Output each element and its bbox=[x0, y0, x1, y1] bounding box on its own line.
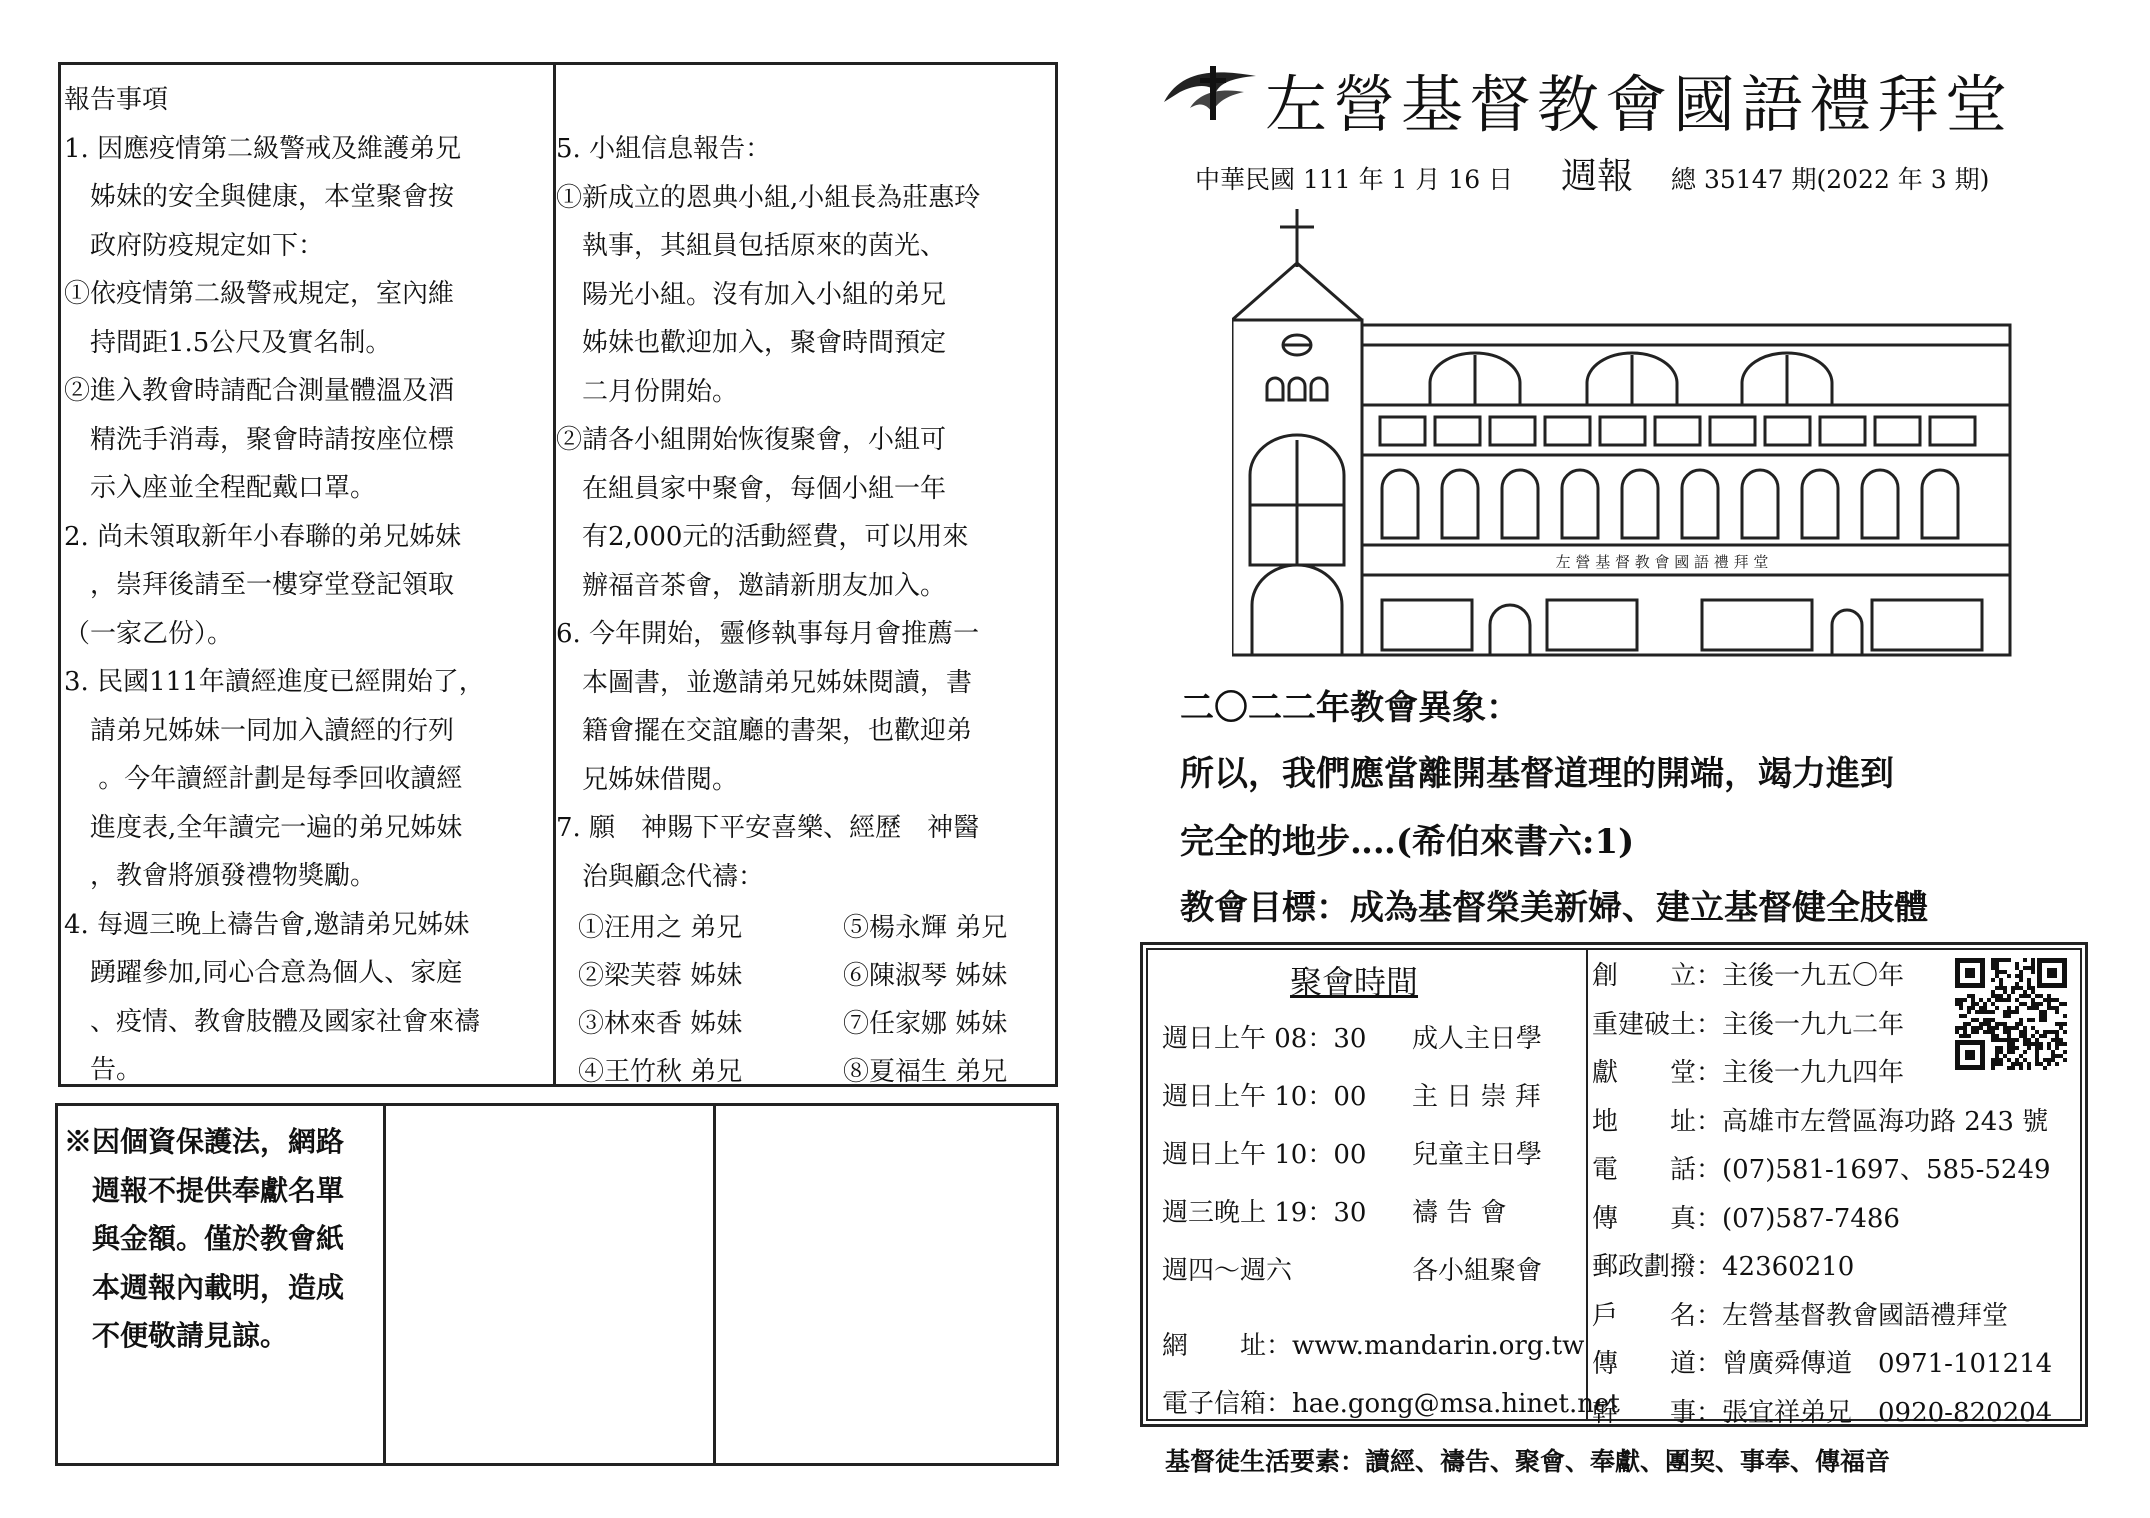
announcement-line: ②請各小組開始恢復聚會，小組可 bbox=[556, 425, 947, 455]
church-title: 左營基督教會國語禮拜堂 bbox=[1265, 68, 2014, 141]
announcement-line: ，崇拜後請至一樓穿堂登記領取 bbox=[64, 570, 455, 600]
church-info-line: 電 話：(07)581-1697、585-5249 bbox=[1592, 1155, 2051, 1185]
announcement-line: 踴躍參加,同心合意為個人、家庭 bbox=[64, 958, 463, 988]
issue-date: 中華民國 111 年 1 月 16 日 bbox=[1195, 165, 1514, 194]
email: 電子信箱：hae.gong@msa.hinet.net bbox=[1162, 1389, 1620, 1419]
prayer-row bbox=[578, 904, 1007, 952]
weekly-label: 週報 bbox=[1561, 156, 1634, 197]
announcements-right-column bbox=[556, 125, 980, 901]
prayer-name: ⑤楊永輝 弟兄 bbox=[843, 913, 1008, 943]
announcement-line: 持間距1.5公尺及實名制。 bbox=[64, 327, 392, 358]
privacy-note-line: 與金額。僅於教會紙 bbox=[64, 1222, 345, 1255]
announcement-line: 7. 願 神賜下平安喜樂、經歷 神醫 bbox=[556, 813, 980, 843]
prayer-row bbox=[578, 1000, 1007, 1048]
announcement-line: 政府防疫規定如下： bbox=[64, 230, 325, 261]
church-info-line: 獻 堂：主後一九九四年 bbox=[1592, 1058, 1905, 1088]
prayer-row bbox=[578, 1048, 1007, 1096]
announcement-line: 請弟兄姊妹一同加入讀經的行列 bbox=[64, 715, 455, 746]
meetings-title: 聚會時間 bbox=[1290, 963, 1419, 1001]
announcement-line: ，教會將頒發禮物獎勵。 bbox=[64, 861, 377, 891]
privacy-note bbox=[64, 1118, 344, 1361]
vision-verse-line-2: 完全的地步‥‥(希伯來書六:1) bbox=[1180, 822, 1635, 862]
announcement-line: 籍會擺在交誼廳的書架，也歡迎弟 bbox=[556, 716, 973, 746]
announcement-line: ①依疫情第二級警戒規定，室內維 bbox=[64, 279, 455, 309]
website: 網 址：www.mandarin.org.tw bbox=[1162, 1331, 1585, 1361]
announcement-line: 5. 小組信息報告： bbox=[556, 134, 772, 164]
meeting-name: 各小組聚會 bbox=[1412, 1256, 1543, 1286]
announcement-line: 陽光小組。沒有加入小組的弟兄 bbox=[556, 279, 947, 310]
announcement-line: 4. 每週三晚上禱告會,邀請弟兄姊妹 bbox=[64, 909, 470, 940]
church-logo-icon bbox=[1160, 62, 1260, 122]
issue-number: 總 35147 期(2022 年 3 期) bbox=[1671, 165, 1990, 194]
prayer-name: ⑥陳淑琴 姊妹 bbox=[843, 961, 1008, 991]
announcement-line: 在組員家中聚會，每個小組一年 bbox=[556, 473, 947, 504]
announcement-line: 進度表,全年讀完一遍的弟兄姊妹 bbox=[64, 812, 463, 843]
prayer-name: ③林來香 姊妹 bbox=[578, 1009, 743, 1039]
offering-divider-2 bbox=[713, 1103, 716, 1466]
announcement-line: 治與顧念代禱： bbox=[556, 861, 765, 892]
church-info-line: 地 址：高雄市左營區海功路 243 號 bbox=[1592, 1106, 2049, 1137]
announcement-line: 報告事項 bbox=[64, 85, 169, 115]
announcement-line: 精洗手消毒，聚會時請按座位標 bbox=[64, 424, 455, 455]
privacy-note-line: ※因個資保護法，網路 bbox=[64, 1125, 345, 1158]
meeting-name: 兒童主日學 bbox=[1412, 1140, 1543, 1170]
announcement-line: 有2,000元的活動經費，可以用來 bbox=[556, 522, 969, 552]
vision-heading: 二〇二二年教會異象： bbox=[1180, 688, 1520, 728]
prayer-row bbox=[578, 952, 1007, 1000]
announcement-line: 執事，其組員包括原來的茵光、 bbox=[556, 231, 947, 261]
announcement-line: 1. 因應疫情第二級警戒及維護弟兄 bbox=[64, 133, 462, 164]
issue-line bbox=[1195, 148, 1989, 199]
meeting-time: 週日上午 10：00 bbox=[1162, 1082, 1367, 1112]
prayer-name: ①汪用之 弟兄 bbox=[578, 913, 743, 943]
announcement-line: ①新成立的恩典小組,小組長為莊惠玲 bbox=[556, 182, 981, 213]
privacy-note-line: 不便敬請見諒。 bbox=[64, 1319, 289, 1352]
announcement-line: 兄姊妹借閱。 bbox=[556, 764, 739, 795]
church-info-line: 郵政劃撥：42360210 bbox=[1592, 1252, 1855, 1282]
church-info-line: 戶 名：左營基督教會國語禮拜堂 bbox=[1592, 1300, 2009, 1331]
privacy-note-line: 本週報內載明，造成 bbox=[64, 1270, 345, 1304]
announcement-line: 6. 今年開始，靈修執事每月會推薦一 bbox=[556, 619, 980, 649]
prayer-list bbox=[578, 904, 1007, 1096]
announcement-line: 示入座並全程配戴口罩。 bbox=[64, 473, 377, 503]
announcement-line: 本圖書，並邀請弟兄姊妹閱讀，書 bbox=[556, 667, 973, 698]
church-info-line: 傳 道：曾廣舜傳道 0971-101214 bbox=[1592, 1349, 2053, 1379]
offering-divider-1 bbox=[383, 1103, 386, 1466]
announcements-left-column bbox=[64, 76, 485, 1095]
announcement-line: ②進入教會時請配合測量體溫及酒 bbox=[64, 376, 455, 406]
announcement-line: 2. 尚未領取新年小春聯的弟兄姊妹 bbox=[64, 521, 462, 552]
announcement-line: 姊妹也歡迎加入，聚會時間預定 bbox=[556, 328, 947, 358]
announcement-line: 、疫情、教會肢體及國家社會來禱 bbox=[64, 1006, 481, 1037]
building-sign: 左 營 基 督 教 會 國 語 禮 拜 堂 bbox=[1555, 553, 1769, 571]
church-goal: 教會目標：成為基督榮美新婦、建立基督健全肢體 bbox=[1180, 888, 1928, 928]
meeting-time: 週日上午 08：30 bbox=[1162, 1024, 1367, 1054]
church-info-line: 重建破土：主後一九九二年 bbox=[1592, 1009, 1905, 1040]
announcement-line: 二月份開始。 bbox=[556, 376, 739, 407]
meeting-name: 禱 告 會 bbox=[1412, 1198, 1507, 1228]
announcement-line: （一家乙份）。 bbox=[64, 618, 234, 649]
info-box-divider bbox=[1586, 948, 1588, 1421]
church-info-line: 創 立：主後一九五〇年 bbox=[1592, 961, 1905, 991]
church-building-illustration bbox=[1232, 205, 2012, 660]
meeting-name: 成人主日學 bbox=[1412, 1024, 1543, 1054]
announcement-line: 。今年讀經計劃是每季回收讀經 bbox=[64, 764, 463, 794]
meeting-name: 主 日 崇 拜 bbox=[1412, 1082, 1541, 1112]
announcement-line: 姊妹的安全與健康，本堂聚會按 bbox=[64, 182, 455, 212]
church-info-line: 幹 事：張宜祥弟兄 0920-820204 bbox=[1592, 1397, 2053, 1428]
meeting-time: 週日上午 10：00 bbox=[1162, 1140, 1367, 1170]
announcement-line: 3. 民國111年讀經進度已經開始了， bbox=[64, 667, 485, 697]
privacy-note-line: 週報不提供奉獻名單 bbox=[64, 1173, 345, 1207]
qr-code-icon bbox=[1955, 958, 2067, 1070]
prayer-name: ②梁芙蓉 姊妹 bbox=[578, 961, 743, 991]
prayer-name: ④王竹秋 弟兄 bbox=[578, 1057, 743, 1087]
church-info-line: 傳 真：(07)587-7486 bbox=[1592, 1203, 1900, 1234]
meeting-time: 週三晚上 19：30 bbox=[1162, 1198, 1367, 1228]
vision-verse-line-1: 所以，我們應當離開基督道理的開端，竭力進到 bbox=[1180, 754, 1894, 794]
christian-life-essentials: 基督徒生活要素：讀經、禱告、聚會、奉獻、團契、事奉、傳福音 bbox=[1165, 1447, 1891, 1476]
announcement-line: 辦福音茶會，邀請新朋友加入。 bbox=[556, 570, 947, 601]
meeting-time: 週四～週六 bbox=[1162, 1256, 1293, 1286]
prayer-name: ⑦任家娜 姊妹 bbox=[843, 1009, 1008, 1039]
announcement-line: 告。 bbox=[64, 1055, 143, 1085]
prayer-name: ⑧夏福生 弟兄 bbox=[843, 1057, 1008, 1087]
